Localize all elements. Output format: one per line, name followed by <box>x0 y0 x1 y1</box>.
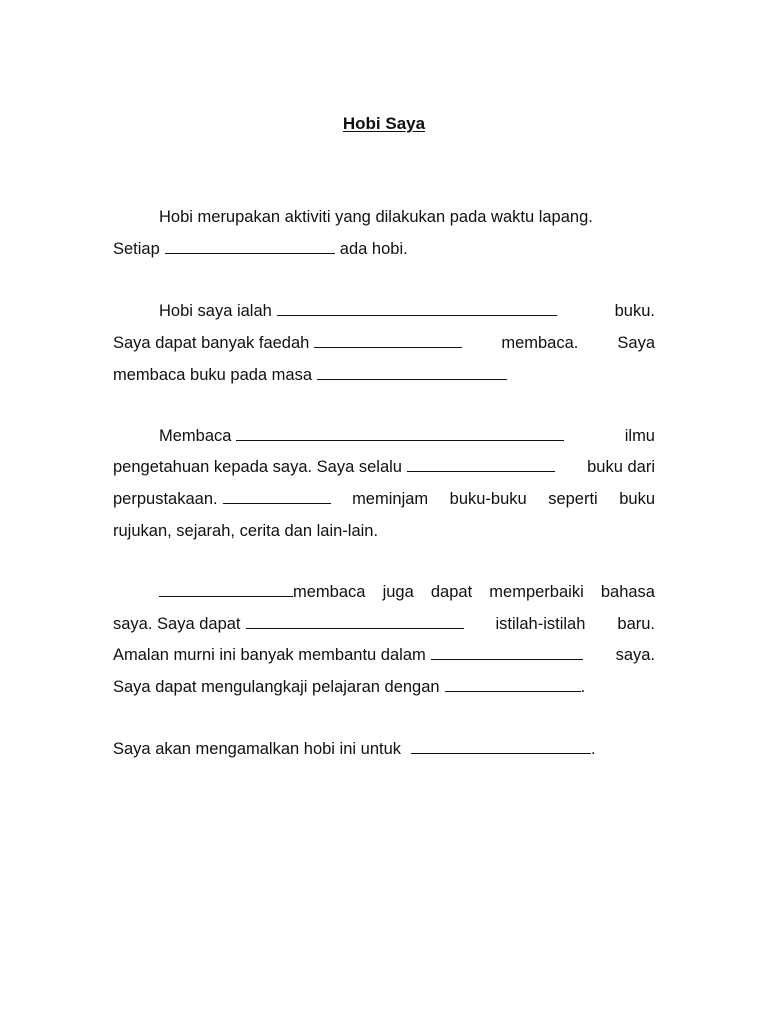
paragraph-3-line-3 <box>113 488 655 510</box>
paragraph-4-text-2a: saya. Saya dapat <box>113 615 241 633</box>
paragraph-3-text-1a: Membaca <box>159 427 232 445</box>
paragraph-1-text-1: Hobi merupakan aktiviti yang dilakukan pada waktu lapang. <box>159 208 593 226</box>
paragraph-4-text-1c: dapat <box>430 583 473 601</box>
paragraph-2-line-2 <box>113 332 655 354</box>
answer-blank-8[interactable] <box>159 581 293 597</box>
answer-blank-11[interactable] <box>445 676 581 692</box>
paragraph-2-text-2a: Saya dapat banyak faedah <box>113 334 310 352</box>
answer-blank-4[interactable] <box>317 364 507 380</box>
paragraph-3-line-2 <box>113 456 655 478</box>
paragraph-4-line-1 <box>113 581 655 603</box>
paragraph-4-text-2c: baru. <box>617 615 655 633</box>
paragraph-2-text-2b: membaca. <box>501 334 579 352</box>
answer-blank-2[interactable] <box>277 300 557 316</box>
paragraph-4-line-2 <box>113 613 655 635</box>
paragraph-2-line-3 <box>113 364 655 386</box>
paragraph-4-text-1a: membaca <box>293 583 366 601</box>
paragraph-4-line-4 <box>113 676 655 698</box>
paragraph-2-text-1b: buku. <box>614 302 655 320</box>
paragraph-4-text-1d: memperbaiki <box>489 583 584 601</box>
paragraph-5-text-1b: . <box>591 740 596 758</box>
paragraph-4-text-1e: bahasa <box>600 583 655 601</box>
answer-blank-12[interactable] <box>411 738 591 754</box>
paragraph-1-line-2 <box>113 238 655 260</box>
paragraph-3-text-3c: buku-buku <box>449 490 527 508</box>
paragraph-3-text-2a: pengetahuan kepada saya. Saya selalu <box>113 458 402 476</box>
paragraph-3-text-4: rujukan, sejarah, cerita dan lain-lain. <box>113 522 379 540</box>
page-title: Hobi Saya <box>342 114 426 133</box>
paragraph-5-line-1 <box>113 738 655 760</box>
paragraph-2-text-3a: membaca buku pada masa <box>113 366 313 384</box>
answer-blank-10[interactable] <box>431 644 583 660</box>
paragraph-3-text-3b: meminjam <box>352 490 429 508</box>
answer-blank-6[interactable] <box>407 456 555 472</box>
paragraph-2-text-1a: Hobi saya ialah <box>159 302 272 320</box>
paragraph-4-text-4b: . <box>580 678 586 696</box>
paragraph-4-text-3b: saya. <box>615 646 655 664</box>
answer-blank-3[interactable] <box>314 332 462 348</box>
answer-blank-1[interactable] <box>165 238 335 254</box>
paragraph-4-text-1b: juga <box>382 583 414 601</box>
paragraph-4-line-3 <box>113 644 655 666</box>
paragraph-4-text-2b: istilah-istilah <box>495 615 586 633</box>
paragraph-3-line-1 <box>113 425 655 447</box>
paragraph-3-text-3e: buku <box>619 490 655 508</box>
paragraph-1-text-2a: Setiap <box>113 240 160 258</box>
paragraph-3-line-4 <box>113 520 655 542</box>
answer-blank-9[interactable] <box>246 613 464 629</box>
paragraph-4-text-4a: Saya dapat mengulangkaji pelajaran dengan <box>113 678 440 696</box>
paragraph-1-line-1 <box>113 206 655 228</box>
answer-blank-5[interactable] <box>236 425 564 441</box>
paragraph-2-line-1 <box>113 300 655 322</box>
paragraph-3-text-1b: ilmu <box>624 427 655 445</box>
answer-blank-7[interactable] <box>223 488 331 504</box>
paragraph-3-text-2b: buku dari <box>587 458 655 476</box>
paragraph-3-text-3a: perpustakaan. <box>113 490 218 508</box>
paragraph-5-text-1a: Saya akan mengamalkan hobi ini untuk <box>113 740 402 758</box>
paragraph-3-text-3d: seperti <box>548 490 598 508</box>
paragraph-2-text-2c: Saya <box>617 334 655 352</box>
paragraph-1-text-2b: ada hobi. <box>339 240 408 258</box>
paragraph-4-text-3a: Amalan murni ini banyak membantu dalam <box>113 646 426 664</box>
